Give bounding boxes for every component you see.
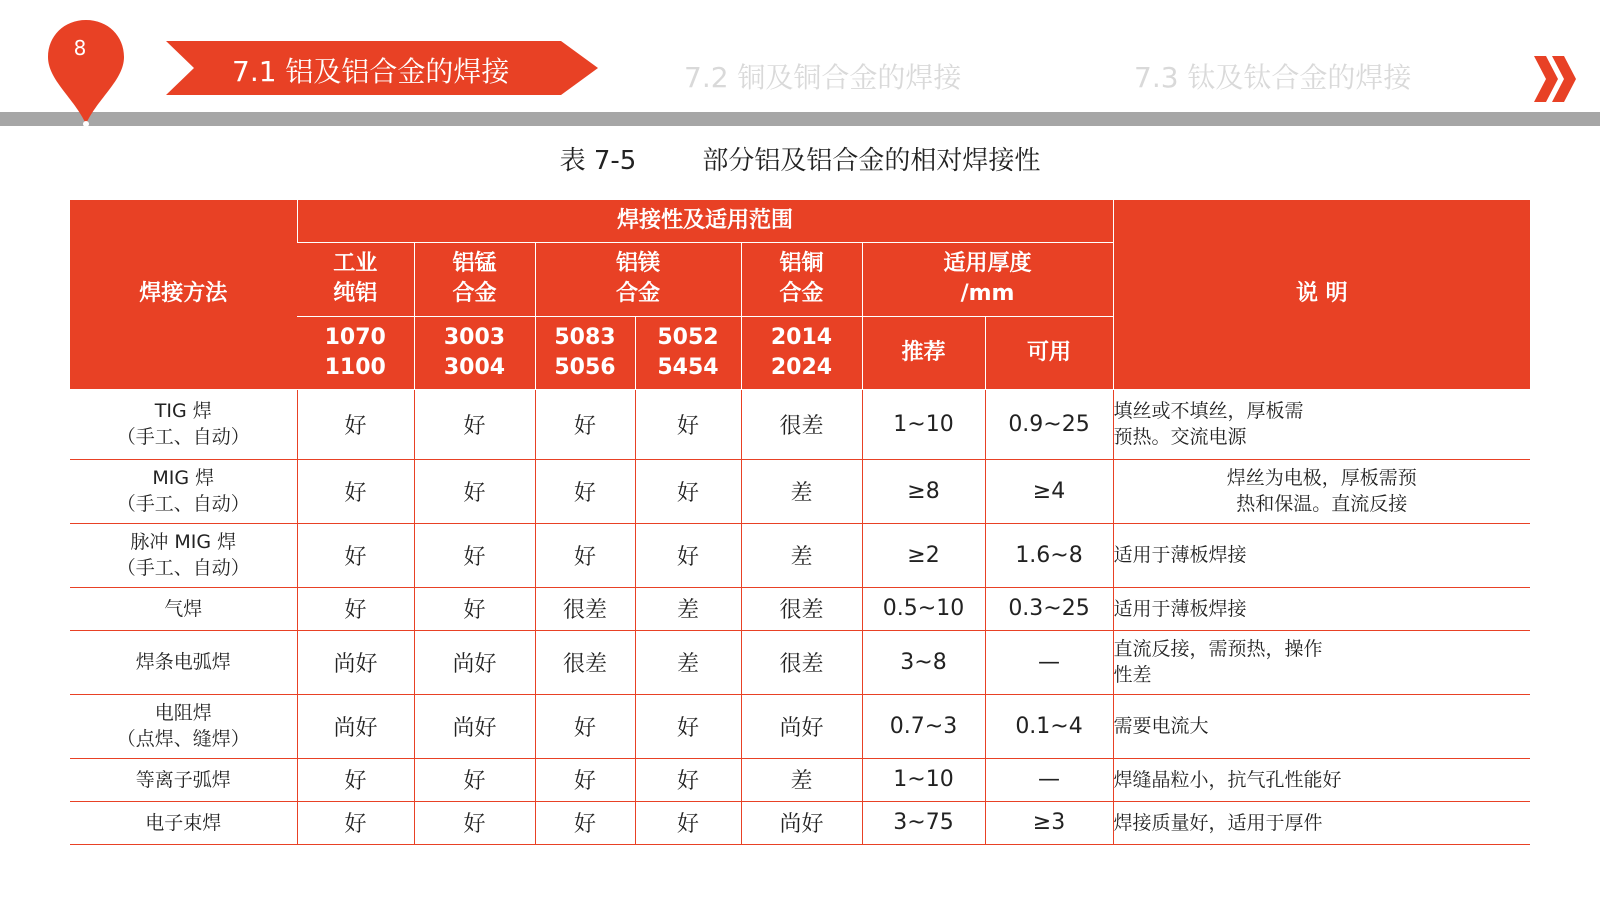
header-notes: 说 明 — [1113, 200, 1530, 389]
value-cell: 尚好 — [741, 801, 862, 844]
note-cell: 焊丝为电极，厚板需预 热和保温。直流反接 — [1113, 459, 1530, 523]
tab-copper-welding[interactable]: 7.2 铜及铜合金的焊接 — [684, 61, 962, 94]
note-cell: 适用于薄板焊接 — [1113, 587, 1530, 630]
method-cell: 电子束焊 — [70, 801, 297, 844]
value-cell: 很差 — [741, 630, 862, 694]
value-cell: 很差 — [741, 389, 862, 459]
note-cell: 直流反接，需预热，操作 性差 — [1113, 630, 1530, 694]
method-cell: TIG 焊 （手工、自动） — [70, 389, 297, 459]
method-cell: 等离子弧焊 — [70, 758, 297, 801]
note-cell: 适用于薄板焊接 — [1113, 523, 1530, 587]
header-grade-5083: 5083 5056 — [535, 316, 635, 389]
note-cell: 填丝或不填丝，厚板需 预热。交流电源 — [1113, 389, 1530, 459]
table-row — [70, 630, 1530, 694]
value-cell: 好 — [535, 389, 635, 459]
value-cell: 0.5~10 — [862, 587, 985, 630]
value-cell: 3~75 — [862, 801, 985, 844]
header-grade-3003: 3003 3004 — [414, 316, 535, 389]
value-cell: 好 — [297, 587, 414, 630]
header-welding-method: 焊接方法 — [70, 200, 297, 389]
value-cell: 很差 — [741, 587, 862, 630]
note-cell: 焊缝晶粒小，抗气孔性能好 — [1113, 758, 1530, 801]
value-cell: 差 — [741, 459, 862, 523]
value-cell: 0.3~25 — [985, 587, 1113, 630]
value-cell: — — [985, 630, 1113, 694]
value-cell: 好 — [535, 523, 635, 587]
value-cell: 好 — [635, 801, 741, 844]
header-pure-aluminum: 工业 纯铝 — [297, 242, 414, 316]
value-cell: 好 — [297, 389, 414, 459]
table-row — [70, 758, 1530, 801]
header-grade-1070: 1070 1100 — [297, 316, 414, 389]
page-marker-pin-icon — [46, 18, 126, 128]
value-cell: 好 — [635, 758, 741, 801]
method-cell: 气焊 — [70, 587, 297, 630]
value-cell: 好 — [414, 758, 535, 801]
value-cell: 好 — [297, 801, 414, 844]
note-cell: 焊接质量好，适用于厚件 — [1113, 801, 1530, 844]
value-cell: 差 — [635, 630, 741, 694]
value-cell: ≥2 — [862, 523, 985, 587]
value-cell: ≥3 — [985, 801, 1113, 844]
value-cell: 差 — [741, 523, 862, 587]
value-cell: 好 — [297, 523, 414, 587]
value-cell: 好 — [535, 758, 635, 801]
note-cell: 需要电流大 — [1113, 694, 1530, 758]
header-thickness: 适用厚度 /mm — [862, 242, 1113, 316]
table-row — [70, 389, 1530, 459]
value-cell: 尚好 — [414, 630, 535, 694]
value-cell: 1~10 — [862, 758, 985, 801]
value-cell: 很差 — [535, 630, 635, 694]
value-cell: 好 — [414, 459, 535, 523]
value-cell: 好 — [635, 694, 741, 758]
value-cell: 尚好 — [414, 694, 535, 758]
header-weldability-group: 焊接性及适用范围 — [297, 200, 1113, 242]
value-cell: 好 — [535, 801, 635, 844]
method-cell: 脉冲 MIG 焊 （手工、自动） — [70, 523, 297, 587]
page-number: 8 — [73, 36, 87, 60]
value-cell: 好 — [297, 758, 414, 801]
value-cell: 0.9~25 — [985, 389, 1113, 459]
header-divider-bar — [0, 112, 1600, 126]
value-cell: 1~10 — [862, 389, 985, 459]
header-al-cu-alloy: 铝铜 合金 — [741, 242, 862, 316]
value-cell: 好 — [297, 459, 414, 523]
method-cell: 焊条电弧焊 — [70, 630, 297, 694]
value-cell: 0.1~4 — [985, 694, 1113, 758]
table-row — [70, 801, 1530, 844]
value-cell: 很差 — [535, 587, 635, 630]
value-cell: 好 — [635, 389, 741, 459]
header-recommended: 推荐 — [862, 316, 985, 389]
value-cell: 好 — [535, 694, 635, 758]
value-cell: 3~8 — [862, 630, 985, 694]
table-row — [70, 694, 1530, 758]
table-row — [70, 459, 1530, 523]
table-row — [70, 587, 1530, 630]
header-al-mn-alloy: 铝锰 合金 — [414, 242, 535, 316]
value-cell: 好 — [414, 523, 535, 587]
value-cell: 好 — [414, 801, 535, 844]
value-cell: 差 — [635, 587, 741, 630]
value-cell: ≥8 — [862, 459, 985, 523]
value-cell: 好 — [635, 459, 741, 523]
method-cell: MIG 焊 （手工、自动） — [70, 459, 297, 523]
value-cell: 差 — [741, 758, 862, 801]
header-grade-2014: 2014 2024 — [741, 316, 862, 389]
header-usable: 可用 — [985, 316, 1113, 389]
value-cell: 尚好 — [741, 694, 862, 758]
value-cell: 好 — [414, 587, 535, 630]
table-row — [70, 523, 1530, 587]
method-cell: 电阻焊 （点焊、缝焊） — [70, 694, 297, 758]
value-cell: 0.7~3 — [862, 694, 985, 758]
value-cell: 尚好 — [297, 694, 414, 758]
next-double-chevron-icon[interactable] — [1534, 54, 1578, 104]
header-al-mg-alloy: 铝镁 合金 — [535, 242, 741, 316]
weldability-table — [70, 200, 1530, 845]
tab-titanium-welding[interactable]: 7.3 钛及钛合金的焊接 — [1134, 61, 1412, 94]
value-cell: 1.6~8 — [985, 523, 1113, 587]
value-cell: 好 — [414, 389, 535, 459]
value-cell: — — [985, 758, 1113, 801]
value-cell: 尚好 — [297, 630, 414, 694]
value-cell: 好 — [535, 459, 635, 523]
table-caption: 表 7-5 部分铝及铝合金的相对焊接性 — [559, 146, 1041, 176]
tab-aluminum-welding[interactable]: 7.1 铝及铝合金的焊接 — [232, 55, 510, 88]
value-cell: 好 — [635, 523, 741, 587]
value-cell: ≥4 — [985, 459, 1113, 523]
header-grade-5052: 5052 5454 — [635, 316, 741, 389]
